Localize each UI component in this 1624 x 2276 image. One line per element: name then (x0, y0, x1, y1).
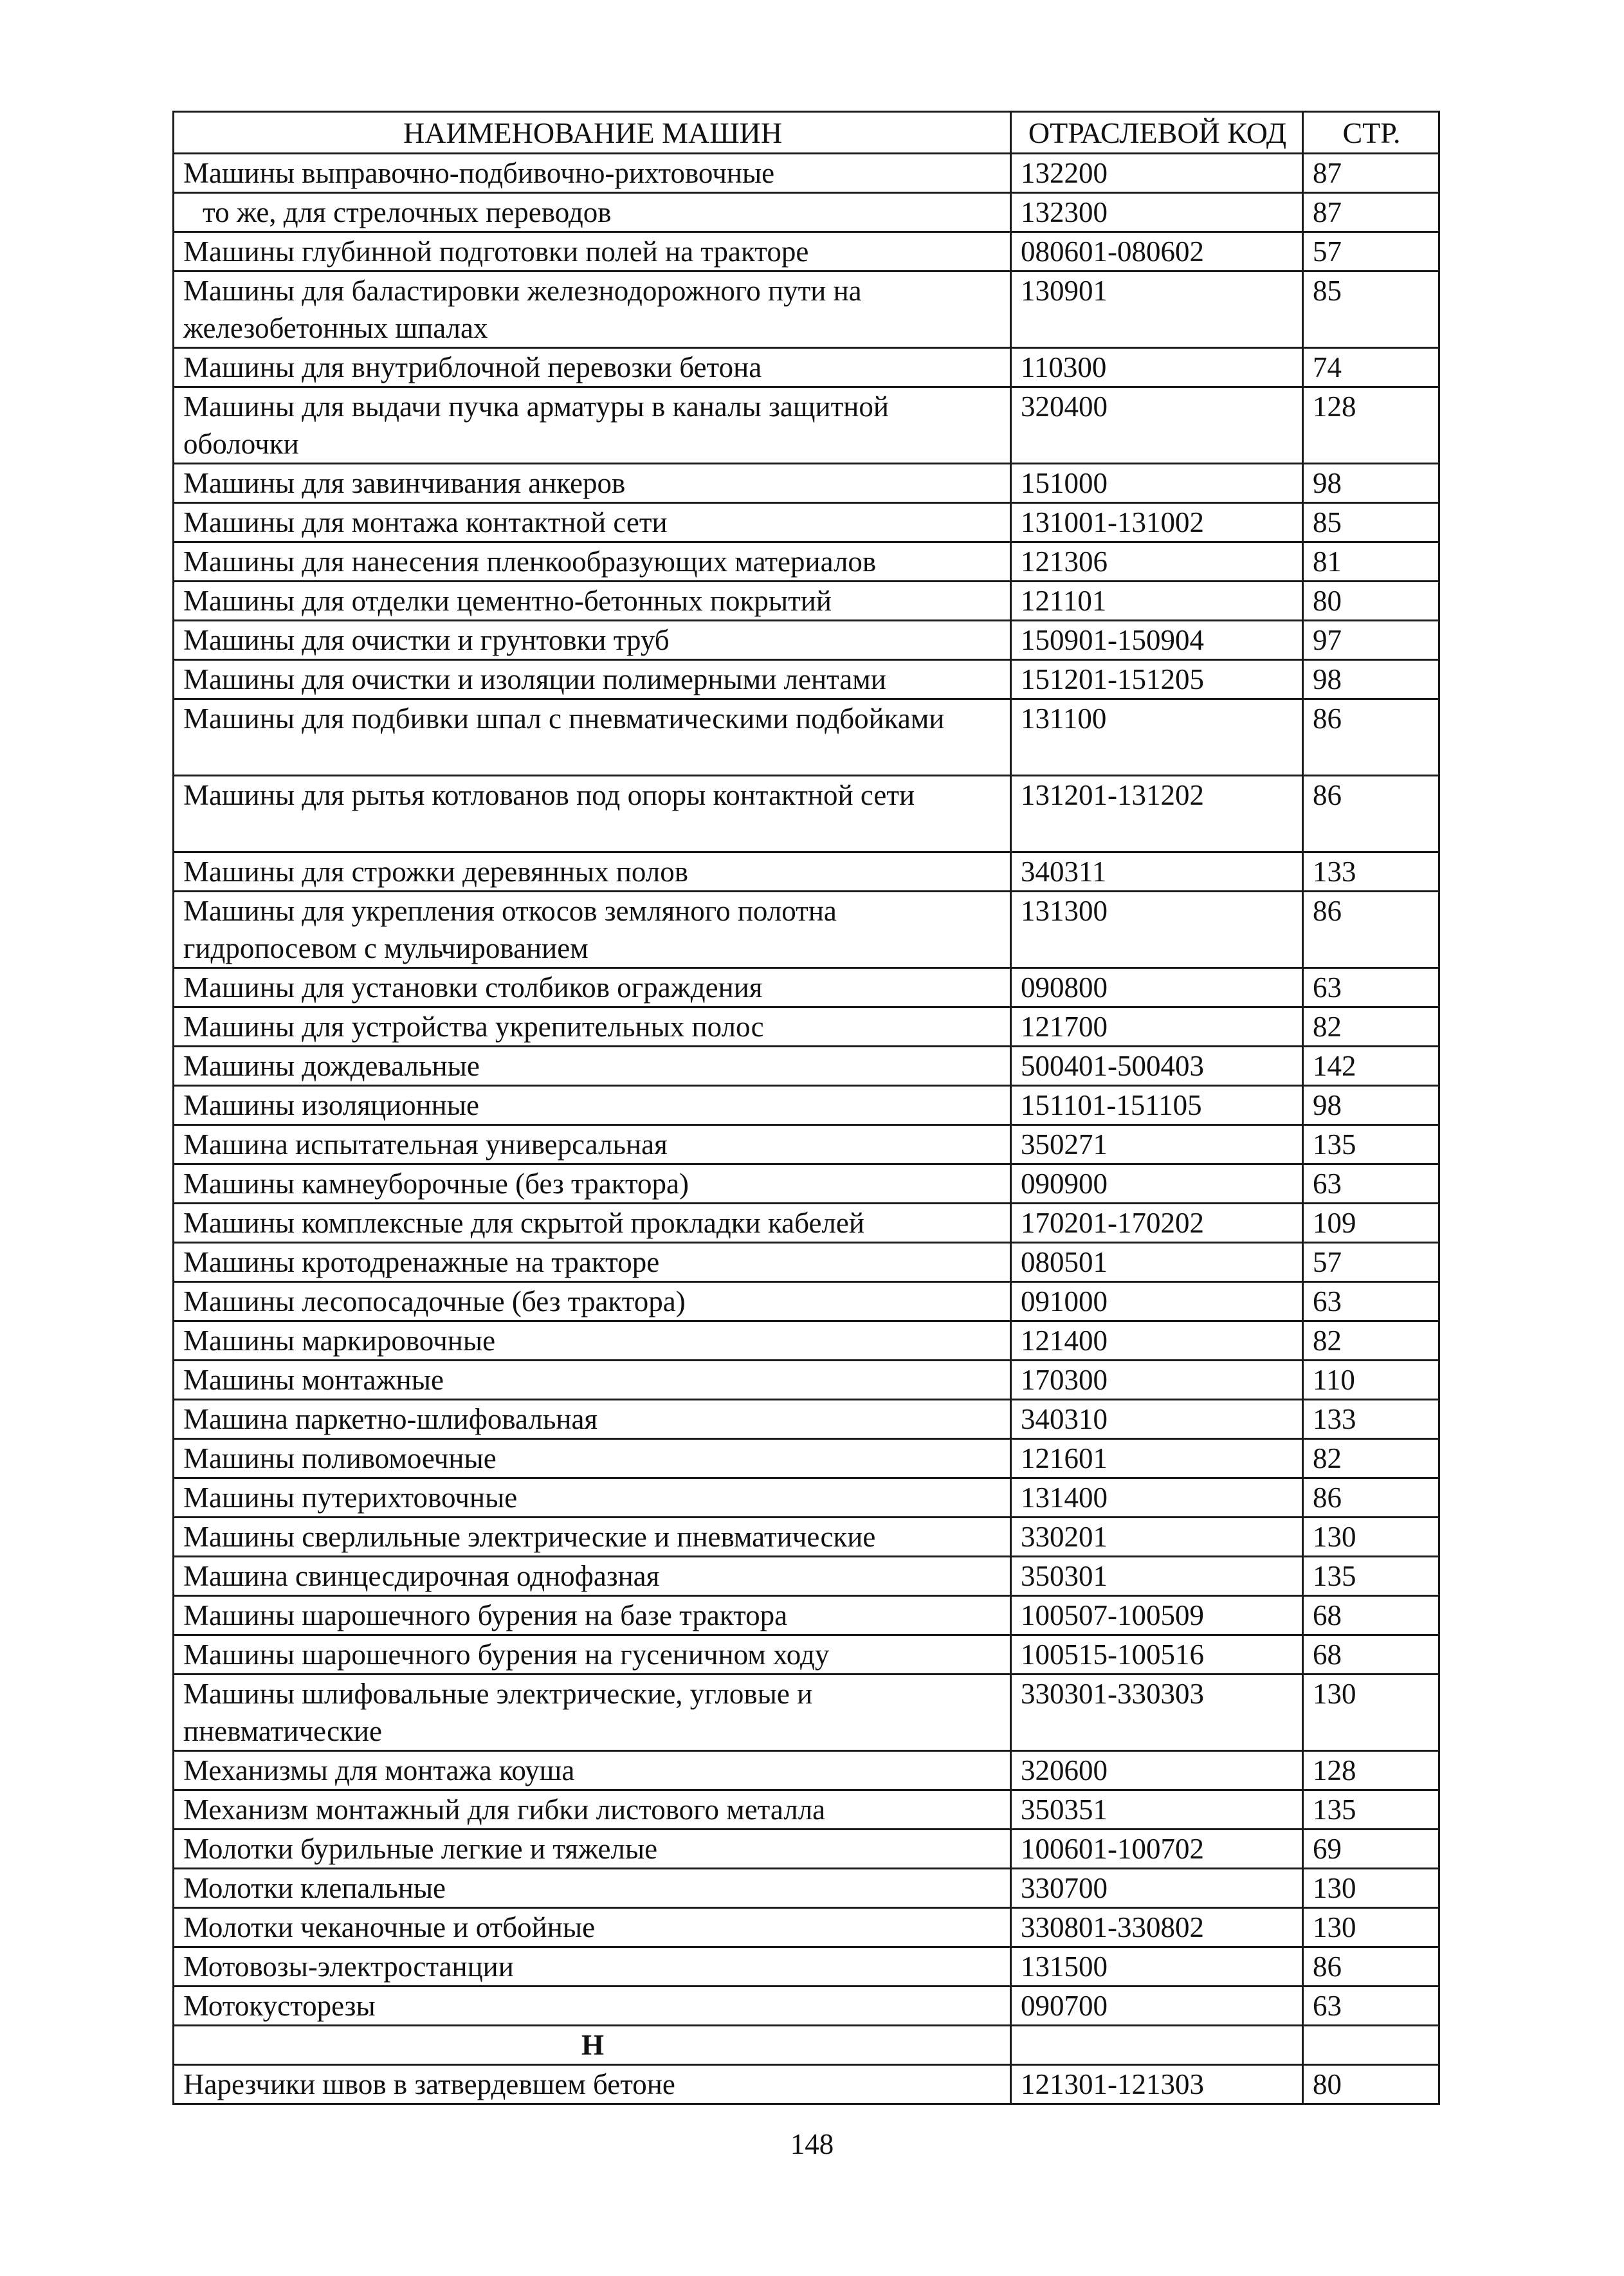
table-row (174, 1675, 1439, 1751)
industry-code-cell: 131300 (1011, 892, 1303, 968)
page-ref-cell: 130 (1303, 1908, 1439, 1947)
machine-name-cell: Мотокусторезы (174, 1987, 1011, 2026)
page-ref-cell: 68 (1303, 1596, 1439, 1635)
machine-name-cell: Машина свинцесдирочная однофазная (174, 1557, 1011, 1596)
header-machine-name: НАИМЕНОВАНИЕ МАШИН (174, 112, 1011, 154)
page-ref-cell: 142 (1303, 1047, 1439, 1086)
table-row (174, 503, 1439, 542)
machine-name-cell: то же, для стрелочных переводов (174, 193, 1011, 232)
table-row (174, 1047, 1439, 1086)
page-ref-cell: 128 (1303, 1751, 1439, 1790)
page-ref-cell: 135 (1303, 1125, 1439, 1164)
table-row (174, 892, 1439, 968)
machine-name-cell: Машины сверлильные электрические и пневматические (174, 1518, 1011, 1557)
page-ref-cell: 110 (1303, 1361, 1439, 1400)
industry-code-cell: 110300 (1011, 348, 1303, 387)
industry-code-cell: 150901-150904 (1011, 621, 1303, 660)
industry-code-cell: 330700 (1011, 1869, 1303, 1908)
machine-name-cell: Машины для очистки и изоляции полимерными лентами (174, 660, 1011, 699)
empty-cell (1303, 2026, 1439, 2065)
page-ref-cell: 98 (1303, 660, 1439, 699)
industry-code-cell: 170300 (1011, 1361, 1303, 1400)
table-row (174, 1243, 1439, 1282)
table-row (174, 1908, 1439, 1947)
industry-code-cell: 340310 (1011, 1400, 1303, 1439)
page-ref-cell: 86 (1303, 1478, 1439, 1518)
page-ref-cell: 98 (1303, 464, 1439, 503)
machine-name-cell: Машины для нанесения пленкообразующих материалов (174, 542, 1011, 582)
industry-code-cell: 080601-080602 (1011, 232, 1303, 271)
page-ref-cell: 98 (1303, 1086, 1439, 1125)
industry-code-cell: 330201 (1011, 1518, 1303, 1557)
industry-code-cell: 151000 (1011, 464, 1303, 503)
machine-name-cell: Машины кротодренажные на тракторе (174, 1243, 1011, 1282)
header-page: СТР. (1303, 112, 1439, 154)
section-letter-row (174, 2026, 1439, 2065)
machine-name-cell: Машины путерихтовочные (174, 1478, 1011, 1518)
page-ref-cell: 130 (1303, 1675, 1439, 1751)
empty-cell (1011, 2026, 1303, 2065)
table-header (174, 112, 1439, 154)
machine-name-cell: Машины для внутриблочной перевозки бетона (174, 348, 1011, 387)
machine-name-cell: Машины для очистки и грунтовки труб (174, 621, 1011, 660)
header-row (174, 112, 1439, 154)
industry-code-cell: 100601-100702 (1011, 1830, 1303, 1869)
machine-name-cell: Машины для строжки деревянных полов (174, 852, 1011, 892)
table-row (174, 1518, 1439, 1557)
table-row (174, 542, 1439, 582)
industry-code-cell: 121601 (1011, 1439, 1303, 1478)
table-row (174, 582, 1439, 621)
industry-code-cell: 131100 (1011, 699, 1303, 776)
page-ref-cell: 63 (1303, 1987, 1439, 2026)
industry-code-cell: 151201-151205 (1011, 660, 1303, 699)
machine-name-cell: Механизмы для монтажа коуша (174, 1751, 1011, 1790)
page-ref-cell: 81 (1303, 542, 1439, 582)
machine-name-cell: Машины для подбивки шпал с пневматическими подбойками (174, 699, 1011, 776)
industry-code-cell: 151101-151105 (1011, 1086, 1303, 1125)
machine-name-cell: Машины маркировочные (174, 1321, 1011, 1361)
industry-code-cell: 330801-330802 (1011, 1908, 1303, 1947)
industry-code-cell: 121400 (1011, 1321, 1303, 1361)
page-ref-cell: 69 (1303, 1830, 1439, 1869)
table-row (174, 1596, 1439, 1635)
industry-code-cell: 500401-500403 (1011, 1047, 1303, 1086)
page-ref-cell: 85 (1303, 503, 1439, 542)
machine-name-cell: Молотки чеканочные и отбойные (174, 1908, 1011, 1947)
header-industry-code: ОТРАСЛЕВОЙ КОД (1011, 112, 1303, 154)
industry-code-cell: 131201-131202 (1011, 776, 1303, 852)
table-row (174, 621, 1439, 660)
industry-code-cell: 121306 (1011, 542, 1303, 582)
page-ref-cell: 80 (1303, 582, 1439, 621)
table-row (174, 1790, 1439, 1830)
table-row (174, 1987, 1439, 2026)
machine-name-cell: Машины для монтажа контактной сети (174, 503, 1011, 542)
page-ref-cell: 130 (1303, 1518, 1439, 1557)
page-ref-cell: 109 (1303, 1204, 1439, 1243)
page-ref-cell: 68 (1303, 1635, 1439, 1675)
page-ref-cell: 57 (1303, 232, 1439, 271)
page-ref-cell: 86 (1303, 776, 1439, 852)
table-row (174, 776, 1439, 852)
page-ref-cell: 87 (1303, 193, 1439, 232)
table-row (174, 1007, 1439, 1047)
industry-code-cell: 350351 (1011, 1790, 1303, 1830)
machine-name-cell: Машины лесопосадочные (без трактора) (174, 1282, 1011, 1321)
table-row (174, 464, 1439, 503)
machine-name-cell: Машины для завинчивания анкеров (174, 464, 1011, 503)
machine-name-cell: Машины изоляционные (174, 1086, 1011, 1125)
table-body (174, 154, 1439, 2104)
machine-index-table (172, 111, 1440, 2105)
machine-name-cell: Машины монтажные (174, 1361, 1011, 1400)
table-row (174, 699, 1439, 776)
table-row (174, 1361, 1439, 1400)
table-row (174, 1635, 1439, 1675)
page-ref-cell: 80 (1303, 2065, 1439, 2104)
table-row (174, 1321, 1439, 1361)
table-row (174, 1400, 1439, 1439)
machine-name-cell: Машины глубинной подготовки полей на тракторе (174, 232, 1011, 271)
machine-name-cell: Машины для отделки цементно-бетонных покрытий (174, 582, 1011, 621)
machine-name-cell: Мотовозы-электростанции (174, 1947, 1011, 1987)
machine-name-cell: Машины для баластировки железнодорожного пути на железобетонных шпалах (174, 271, 1011, 348)
machine-name-cell: Машины для выдачи пучка арматуры в каналы защитной оболочки (174, 387, 1011, 464)
machine-name-cell: Машина паркетно-шлифовальная (174, 1400, 1011, 1439)
page-ref-cell: 133 (1303, 1400, 1439, 1439)
industry-code-cell: 090900 (1011, 1164, 1303, 1204)
machine-name-cell: Молотки бурильные легкие и тяжелые (174, 1830, 1011, 1869)
table-row (174, 852, 1439, 892)
page-ref-cell: 82 (1303, 1007, 1439, 1047)
industry-code-cell: 131001-131002 (1011, 503, 1303, 542)
industry-code-cell: 131400 (1011, 1478, 1303, 1518)
page-ref-cell: 86 (1303, 892, 1439, 968)
machine-name-cell: Механизм монтажный для гибки листового металла (174, 1790, 1011, 1830)
industry-code-cell: 130901 (1011, 271, 1303, 348)
page-ref-cell: 85 (1303, 271, 1439, 348)
industry-code-cell: 090700 (1011, 1987, 1303, 2026)
table-row (174, 387, 1439, 464)
machine-name-cell: Машины для установки столбиков ограждения (174, 968, 1011, 1007)
page-number: 148 (790, 2128, 834, 2160)
table-row (174, 1164, 1439, 1204)
industry-code-cell: 132300 (1011, 193, 1303, 232)
table-row (174, 1947, 1439, 1987)
page-ref-cell: 82 (1303, 1439, 1439, 1478)
page-ref-cell: 133 (1303, 852, 1439, 892)
table-row (174, 154, 1439, 193)
table-row (174, 1478, 1439, 1518)
table-row (174, 1830, 1439, 1869)
industry-code-cell: 350301 (1011, 1557, 1303, 1596)
industry-code-cell: 320400 (1011, 387, 1303, 464)
industry-code-cell: 350271 (1011, 1125, 1303, 1164)
page-ref-cell: 63 (1303, 1282, 1439, 1321)
table-row (174, 2065, 1439, 2104)
table-row (174, 193, 1439, 232)
industry-code-cell: 132200 (1011, 154, 1303, 193)
machine-name-cell: Машины дождевальные (174, 1047, 1011, 1086)
page-ref-cell: 63 (1303, 1164, 1439, 1204)
machine-name-cell: Машины шарошечного бурения на гусеничном ходу (174, 1635, 1011, 1675)
page-ref-cell: 135 (1303, 1557, 1439, 1596)
table-row (174, 1439, 1439, 1478)
table-row (174, 1204, 1439, 1243)
table-row (174, 1751, 1439, 1790)
table-row (174, 660, 1439, 699)
industry-code-cell: 121101 (1011, 582, 1303, 621)
machine-name-cell: Машины для укрепления откосов земляного полотна гидропосевом с мульчированием (174, 892, 1011, 968)
table-row (174, 1869, 1439, 1908)
page-ref-cell: 63 (1303, 968, 1439, 1007)
table-row (174, 968, 1439, 1007)
industry-code-cell: 091000 (1011, 1282, 1303, 1321)
table-row (174, 1282, 1439, 1321)
table-row (174, 1557, 1439, 1596)
table-row (174, 271, 1439, 348)
machine-name-cell: Машины для устройства укрепительных полос (174, 1007, 1011, 1047)
machine-name-cell: Машины шарошечного бурения на базе трактора (174, 1596, 1011, 1635)
page-ref-cell: 97 (1303, 621, 1439, 660)
machine-name-cell: Машины камнеуборочные (без трактора) (174, 1164, 1011, 1204)
industry-code-cell: 121700 (1011, 1007, 1303, 1047)
page-ref-cell: 130 (1303, 1869, 1439, 1908)
machine-name-cell: Машины шлифовальные электрические, угловые и пневматические (174, 1675, 1011, 1751)
industry-code-cell: 090800 (1011, 968, 1303, 1007)
industry-code-cell: 131500 (1011, 1947, 1303, 1987)
industry-code-cell: 100507-100509 (1011, 1596, 1303, 1635)
page-ref-cell: 87 (1303, 154, 1439, 193)
industry-code-cell: 340311 (1011, 852, 1303, 892)
machine-name-cell: Машины поливомоечные (174, 1439, 1011, 1478)
machine-name-cell: Машины выправочно-подбивочно-рихтовочные (174, 154, 1011, 193)
page-ref-cell: 74 (1303, 348, 1439, 387)
industry-code-cell: 320600 (1011, 1751, 1303, 1790)
industry-code-cell: 170201-170202 (1011, 1204, 1303, 1243)
section-letter: Н (174, 2026, 1011, 2065)
industry-code-cell: 121301-121303 (1011, 2065, 1303, 2104)
page-ref-cell: 86 (1303, 1947, 1439, 1987)
page-ref-cell: 128 (1303, 387, 1439, 464)
industry-code-cell: 080501 (1011, 1243, 1303, 1282)
table-row (174, 1086, 1439, 1125)
machine-name-cell: Машины комплексные для скрытой прокладки кабелей (174, 1204, 1011, 1243)
industry-code-cell: 330301-330303 (1011, 1675, 1303, 1751)
machine-name-cell: Машина испытательная универсальная (174, 1125, 1011, 1164)
machine-name-cell: Машины для рытья котлованов под опоры контактной сети (174, 776, 1011, 852)
machine-name-cell: Молотки клепальные (174, 1869, 1011, 1908)
table-row (174, 348, 1439, 387)
table-row (174, 1125, 1439, 1164)
page-ref-cell: 135 (1303, 1790, 1439, 1830)
industry-code-cell: 100515-100516 (1011, 1635, 1303, 1675)
table-row (174, 232, 1439, 271)
machine-name-cell: Нарезчики швов в затвердевшем бетоне (174, 2065, 1011, 2104)
page-ref-cell: 57 (1303, 1243, 1439, 1282)
page-ref-cell: 82 (1303, 1321, 1439, 1361)
page-ref-cell: 86 (1303, 699, 1439, 776)
